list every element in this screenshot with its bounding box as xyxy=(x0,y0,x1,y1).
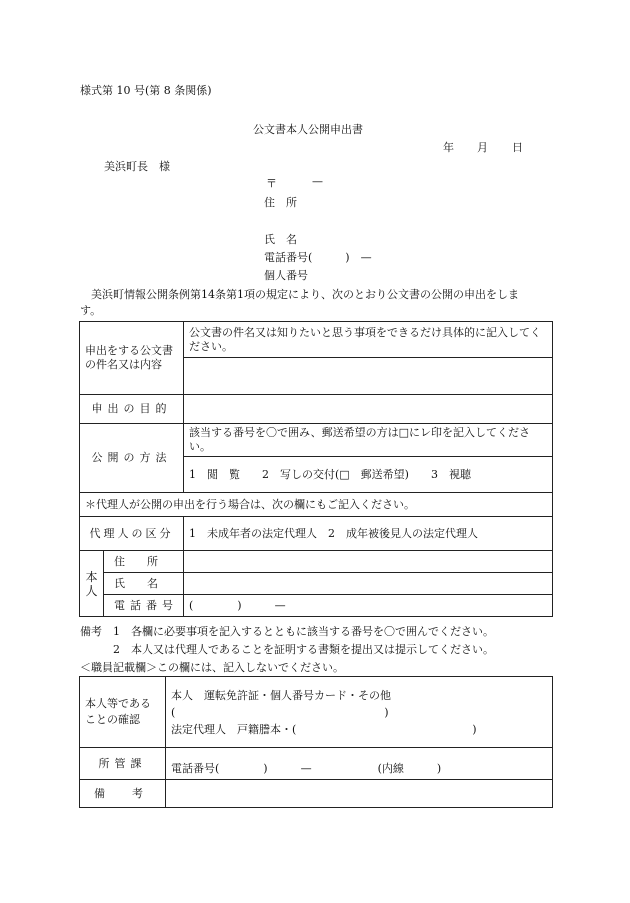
staff-table xyxy=(79,676,553,808)
method-options[interactable]: 1 閲 覧 2 写しの交付(□ 郵送希望) 3 視聴 xyxy=(184,457,553,493)
subject-label: 申出をする公文書の件名又は内容 xyxy=(80,322,184,395)
applicant-personal-number-label: 個人番号 xyxy=(264,269,308,282)
date-year: 年 xyxy=(443,141,454,154)
applicant-address-label: 住 所 xyxy=(264,196,297,209)
staff-notice: ＜職員記載欄＞この欄には、記入しないでください。 xyxy=(80,661,344,674)
intro-text-line1: 美浜町情報公開条例第14条第1項の規定により、次のとおり公文書の公開の申出をしま xyxy=(80,288,519,301)
document-title: 公文書本人公開申出書 xyxy=(253,123,363,136)
agent-notice: ＊代理人が公開の申出を行う場合は、次の欄にもご記入ください。 xyxy=(80,493,553,517)
applicant-name-label: 氏 名 xyxy=(264,233,297,246)
postal-mark: 〒 xyxy=(266,177,277,190)
principal-name-input[interactable] xyxy=(184,573,553,595)
principal-phone-label: 電話番号 xyxy=(104,595,184,617)
subject-input[interactable] xyxy=(184,358,553,395)
purpose-label: 申出の目的 xyxy=(80,395,184,424)
dept-label: 所管課 xyxy=(80,748,166,780)
intro-text-line2: す。 xyxy=(80,304,102,317)
postal-dash: — xyxy=(312,175,323,188)
dept-phone: 電話番号( ) — (内線 ) xyxy=(166,748,553,780)
identity-line-agent: 法定代理人 戸籍謄本・( ) xyxy=(171,722,477,736)
purpose-input[interactable] xyxy=(184,395,553,424)
date-day: 日 xyxy=(512,141,523,154)
addressee: 美浜町長 様 xyxy=(104,160,170,173)
applicant-phone-label: 電話番号( ) — xyxy=(264,251,372,264)
remarks-input xyxy=(166,780,553,808)
agent-type-label: 代理人の区分 xyxy=(80,517,184,551)
agent-type-options[interactable]: 1 未成年者の法定代理人 2 成年被後見人の法定代理人 xyxy=(184,517,553,551)
identity-line-principal: 本人 運転免許証・個人番号カード・その他( ) xyxy=(171,688,391,719)
identity-check-label: 本人等であることの確認 xyxy=(80,677,166,748)
note-2: 2 本人又は代理人であることを証明する書類を提出又は提示してください。 xyxy=(80,643,494,656)
date-month: 月 xyxy=(477,141,488,154)
principal-label: 本人 xyxy=(80,551,104,617)
method-instruction: 該当する番号を〇で囲み、郵送希望の方は□にレ印を記入してください。 xyxy=(184,424,553,457)
principal-phone-value[interactable]: ( ) — xyxy=(184,595,553,617)
subject-instruction: 公文書の件名又は知りたいと思う事項をできるだけ具体的に記入してください。 xyxy=(184,322,553,358)
principal-address-label: 住 所 xyxy=(104,551,184,573)
form-number: 様式第 10 号(第 8 条関係) xyxy=(80,84,212,97)
principal-address-input[interactable] xyxy=(184,551,553,573)
application-table xyxy=(79,321,553,617)
method-label: 公開の方法 xyxy=(80,424,184,493)
note-1: 備考 1 各欄に必要事項を記入するとともに該当する番号を〇で囲んでください。 xyxy=(80,625,494,638)
remarks-label: 備 考 xyxy=(80,780,166,808)
principal-name-label: 氏 名 xyxy=(104,573,184,595)
